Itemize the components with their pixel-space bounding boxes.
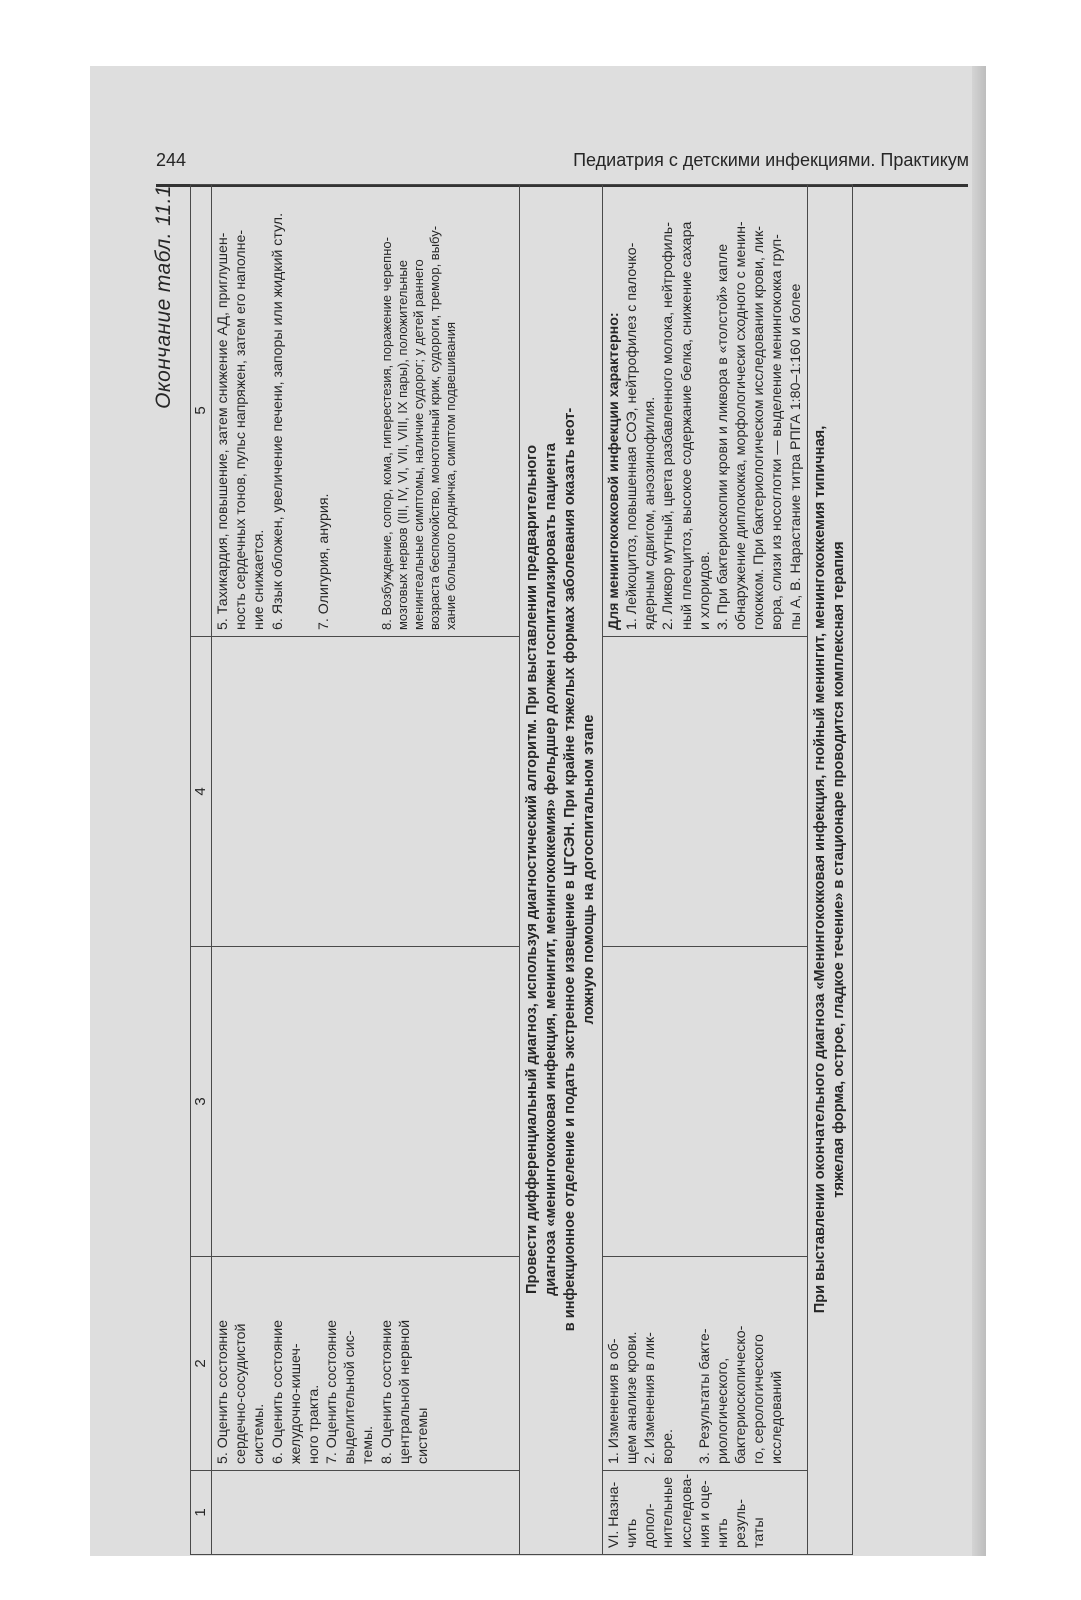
row2-col3 (602, 947, 807, 1257)
row2-col5-line: 1. Лейкоцитоз, повышенная СОЭ, нейтрофилез с палочко- (624, 242, 641, 630)
row1-col5-line: возраста беспокойство, монотонный крик, судороги, тремор, выбу- (427, 225, 443, 630)
row1-col2-line: сердечно-сосудистой (233, 1323, 250, 1464)
col-header-5: 5 (191, 185, 212, 637)
row1-col2-line: 8. Оценить состояние (378, 1319, 395, 1464)
row2-col5-line: пы А, В. Нарастание титра РПГА 1:80–1:160 и более (787, 283, 804, 630)
final-diagnosis-line: При выставлении окончательного диагноза «Менингококковая инфекция, гнойный менингит, менингококкемия типичная, (811, 425, 828, 1314)
instruction-line: в инфекционное отделение и подать экстренное извещение в ЦГСЭН. При крайне тяжелых формах заболевания оказать неот- (561, 407, 578, 1332)
row2-col5-line: ный плеоцитоз, высокое содержание белка, снижение сахара (678, 221, 695, 630)
row2-col2-line: 3. Результаты бакте- (696, 1328, 713, 1464)
row2-col1-line: таты (751, 1517, 768, 1548)
row1-col2-line: центральной нервной (396, 1319, 413, 1464)
page-edge-shadow (972, 66, 986, 1556)
row2-col2 (602, 1257, 807, 1471)
instruction-line: ложную помощь на догоспитальном этапе (580, 714, 597, 1025)
row1-col5-line: 5. Тахикардия, повышение, затем снижение АД, приглушен- (215, 232, 231, 630)
row2-col2-line: 2. Изменения в лик- (642, 1332, 659, 1464)
row2-col5-line: 2. Ликвор мутный, цвета разбавленного молока, нейтрофиль- (660, 222, 677, 630)
row1-col5-line: ние снижается. (251, 529, 268, 630)
row2-col2-line: бактериоскопическо- (732, 1325, 749, 1464)
row1-col5-line: менингеальные симптомы, наличие судорог; у детей раннего (411, 259, 427, 630)
table-row-instruction (520, 185, 603, 1555)
row2-col5-line: 3. При бактериоскопии крови и ликвора в «толстой» капле (714, 243, 731, 630)
row1-col2-line: 5. Оценить состояние (215, 1319, 231, 1464)
final-diagnosis-cell (807, 185, 852, 1555)
spacer (287, 191, 315, 630)
rotated-table-block (150, 185, 884, 1555)
final-diagnosis-line: тяжелая форма, острое, гладкое течение» в стационаре проводится комплексная терапия (830, 541, 847, 1198)
row2-col5-line: гококком. При бактериологическом исследовании крови, лик- (751, 225, 768, 630)
row2-col5-line: вора, слизи из носоглотки — выделение менингококка груп- (769, 234, 786, 630)
row1-col5-line: мозговых нервов (III, IV, VI, VII, VIII, IX пары), положительные (394, 260, 410, 630)
row2-col4 (602, 637, 807, 947)
row1-col2 (212, 1257, 520, 1471)
row1-col2-line: ного тракта. (305, 1384, 322, 1464)
row1-col1 (212, 1471, 520, 1555)
row1-col2-line: 6. Оценить состояние (269, 1319, 286, 1464)
row2-col1-line: нить резуль- (714, 1499, 750, 1548)
row1-col2-line: 7. Оценить состояние (324, 1319, 341, 1464)
spacer (361, 191, 379, 630)
table-caption: Окончание табл. 11.1 (152, 185, 175, 409)
row2-col1-line: чить допол- (624, 1503, 659, 1548)
row2-col5-heading: Для менингококковой инфекции характерно: (605, 312, 622, 630)
col-header-4: 4 (191, 637, 212, 947)
row2-col1 (602, 1471, 807, 1555)
col-header-2: 2 (191, 1257, 212, 1471)
spacer (333, 191, 361, 630)
table-row-final-diagnosis (807, 185, 852, 1555)
row2-col2-line: исследований (769, 1370, 786, 1464)
table-11-1-end (190, 184, 853, 1555)
row2-col1-line: нительные (660, 1476, 677, 1548)
row2-col1-line: VI. Назна- (605, 1481, 622, 1548)
row1-col4 (212, 637, 520, 947)
table-header-row (191, 185, 212, 1555)
row2-col2-line: щем анализе крови. (624, 1331, 641, 1464)
row1-col5-line: 7. Олигурия, анурия. (315, 493, 332, 630)
row2-col5-line: ядерным сдвигом, анэозинофилия. (642, 396, 659, 630)
instruction-line: диагноза «менингококковая инфекция, менингит, менингококкемия» фельдшер должен госпитализировать пациента (542, 443, 559, 1296)
row1-col3 (212, 947, 520, 1257)
row1-col5 (212, 185, 520, 637)
spacer (678, 1263, 696, 1464)
instruction-line: Провести дифференциальный диагноз, используя диагностический алгоритм. При выставлении предварительного (524, 445, 540, 1294)
row1-col2-line: темы. (360, 1425, 377, 1464)
row1-col5-line: 8. Возбуждение, сопор, кома, гиперестезия, поражение черепно- (378, 237, 394, 630)
row2-col1-line: ния и оце- (696, 1480, 713, 1548)
row1-col2-line: желудочно-кишеч- (287, 1343, 304, 1464)
row2-col5-line: и хлоридов. (696, 551, 713, 630)
row2-col2-line: го, серологического (751, 1334, 768, 1464)
row2-col5-line: обнаружение диплококка, морфологически сходного с менин- (733, 221, 750, 630)
running-title: Педиатрия с детскими инфекциями. Практикум (573, 150, 969, 170)
row2-col2-line: риологического, (714, 1357, 731, 1464)
col-header-1: 1 (191, 1471, 212, 1555)
row1-col2-line: системы. (251, 1403, 268, 1464)
table-row-assessment (212, 185, 520, 1555)
row2-col2-line: воре. (660, 1429, 677, 1464)
instruction-cell (520, 185, 603, 1555)
page-number: 244 (156, 150, 187, 170)
row1-col2-line: выделительной сис- (342, 1330, 359, 1464)
row1-col2-line: системы (414, 1407, 431, 1464)
row1-col5-line: 6. Язык обложен, увеличение печени, запоры или жидкий стул. (269, 212, 286, 630)
col-header-3: 3 (191, 947, 212, 1257)
table-row-additional-tests (602, 185, 807, 1555)
row1-col5-line: хание большого родничка, симптом подвешивания (443, 321, 459, 630)
row1-col5-line: ность сердечных тонов, пульс напряжен, затем его наполне- (233, 229, 250, 630)
row2-col5 (602, 185, 807, 637)
row2-col1-line: исследова- (678, 1473, 695, 1548)
row2-col2-line: 1. Изменения в об- (605, 1338, 622, 1464)
